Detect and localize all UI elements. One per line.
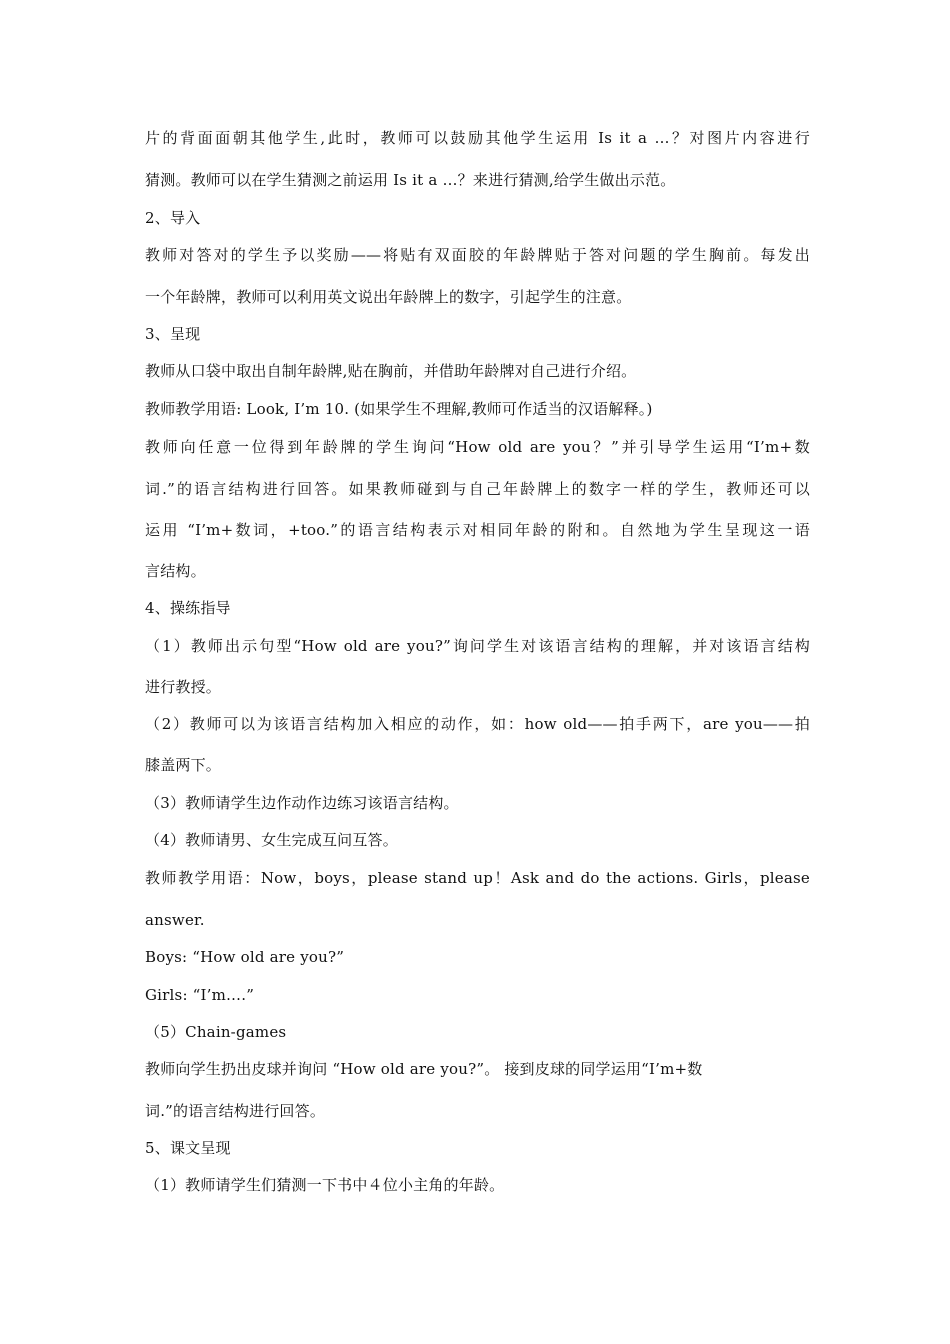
paragraph-line: 膝盖两下。 <box>145 756 222 774</box>
dialogue-line: Boys: “How old are you?” <box>145 948 345 966</box>
paragraph-line: （5）Chain-games <box>145 1023 287 1041</box>
paragraph-line: 教师对答对的学生予以奖励——将贴有双面胶的年龄牌贴于答对问题的学生胸前。每发出 <box>145 246 810 264</box>
section-heading: 2、导入 <box>145 209 201 227</box>
paragraph-line: 词.”的语言结构进行回答。 <box>145 1102 326 1120</box>
paragraph-line: 片的背面面朝其他学生,此时，教师可以鼓励其他学生运用 Is it a …？对图片内容进行 <box>145 129 810 147</box>
paragraph-line: 教师教学用语: Look, I’m 10. (如果学生不理解,教师可作适当的汉语解释。) <box>145 400 653 418</box>
paragraph-line: 运用 “I’m+数词，+too.”的语言结构表示对相同年龄的附和。自然地为学生呈现这一语 <box>145 521 810 539</box>
paragraph-line: （4）教师请男、女生完成互问互答。 <box>145 831 398 849</box>
paragraph-line: answer. <box>145 911 205 929</box>
paragraph-line: 猜测。教师可以在学生猜测之前运用 Is it a …？来进行猜测,给学生做出示范。 <box>145 171 676 189</box>
paragraph-line: 一个年龄牌，教师可以利用英文说出年龄牌上的数字，引起学生的注意。 <box>145 288 632 306</box>
paragraph-line: （2）教师可以为该语言结构加入相应的动作，如：how old——拍手两下，are you——拍 <box>145 715 810 733</box>
paragraph-line: 教师向学生扔出皮球并询问 “How old are you?”。 接到皮球的同学运用“I’m+数 <box>145 1060 703 1078</box>
paragraph-line: （1）教师出示句型“How old are you?”询问学生对该语言结构的理解，并对该语言结构 <box>145 637 810 655</box>
section-heading: 4、操练指导 <box>145 599 231 617</box>
paragraph-line: 进行教授。 <box>145 678 222 696</box>
dialogue-line: Girls: “I’m….” <box>145 986 255 1004</box>
paragraph-line: 教师教学用语：Now，boys，please stand up！Ask and do the actions. Girls，please <box>145 869 810 887</box>
section-heading: 5、课文呈现 <box>145 1139 231 1157</box>
paragraph-line: 教师从口袋中取出自制年龄牌,贴在胸前，并借助年龄牌对自己进行介绍。 <box>145 362 637 380</box>
paragraph-line: 词.”的语言结构进行回答。如果教师碰到与自己年龄牌上的数字一样的学生，教师还可以 <box>145 480 810 498</box>
section-heading: 3、呈现 <box>145 325 201 343</box>
paragraph-line: （3）教师请学生边作动作边练习该语言结构。 <box>145 794 459 812</box>
paragraph-line: 言结构。 <box>145 562 206 580</box>
paragraph-line: 教师向任意一位得到年龄牌的学生询问“How old are you？”并引导学生运用“I’m+数 <box>145 438 810 456</box>
paragraph-line: （1）教师请学生们猜测一下书中４位小主角的年龄。 <box>145 1176 505 1194</box>
